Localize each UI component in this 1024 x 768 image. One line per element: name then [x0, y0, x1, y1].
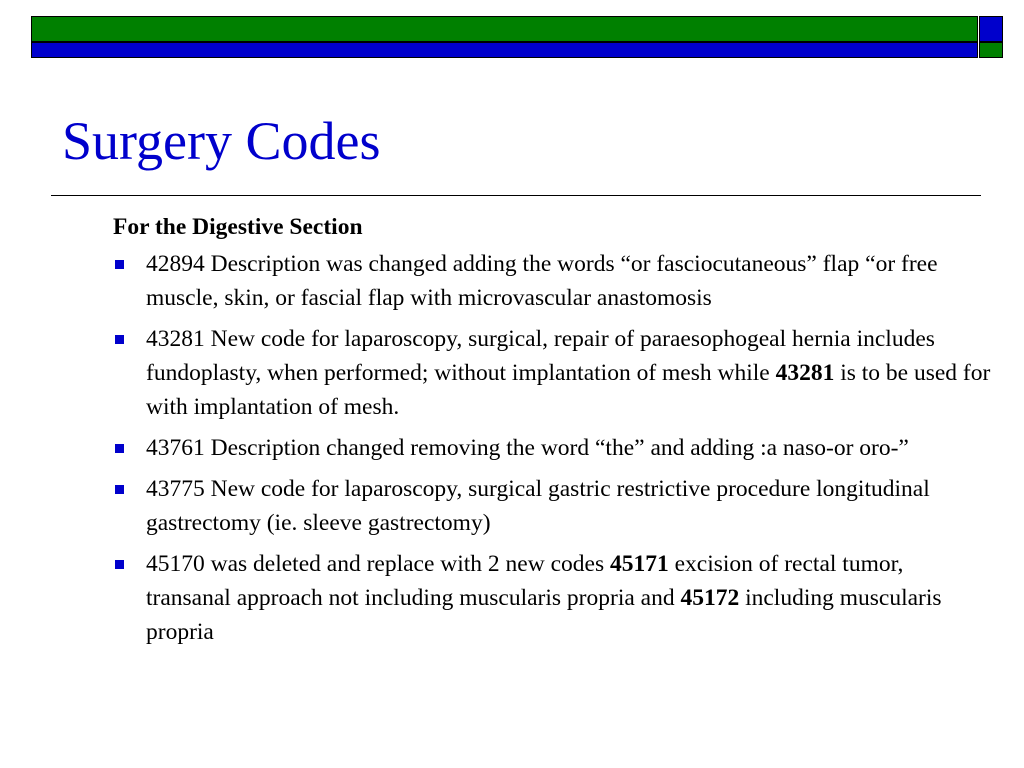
square-bullet-icon: [115, 560, 124, 569]
header-corner-green-square: [979, 42, 1003, 58]
page-title: Surgery Codes: [62, 111, 381, 171]
slide-body: [113, 210, 993, 656]
square-bullet-icon: [115, 335, 124, 344]
square-bullet-icon: [115, 444, 124, 453]
header-blue-bar: [31, 42, 978, 58]
header-corner-blue-square: [979, 16, 1003, 42]
title-divider: [51, 195, 981, 196]
list-item: [113, 547, 993, 649]
bold-code: 45172: [680, 585, 740, 611]
bold-code: 43281: [775, 360, 835, 386]
list-item: [113, 431, 993, 465]
bullet-list: [113, 247, 993, 649]
square-bullet-icon: [115, 260, 124, 269]
bullet-text: 43775 New code for laparoscopy, surgical gastric restrictive procedure longitudinal gastrectomy (ie. sleeve gastrectomy): [146, 476, 930, 536]
square-bullet-icon: [115, 485, 124, 494]
bullet-text: 42894 Description was changed adding the words “or fasciocutaneous” flap “or free muscle, skin, or fascial flap with microvascular anastomosis: [146, 251, 938, 311]
list-item: [113, 247, 993, 315]
bullet-text: 43761 Description changed removing the word “the” and adding :a naso-or oro-”: [146, 435, 909, 461]
bullet-text-part: including muscularis propria: [146, 585, 942, 645]
bullet-text-part: excision of rectal tumor, transanal approach not including muscularis propria and: [146, 551, 904, 611]
header-green-bar: [31, 16, 978, 42]
list-item: [113, 472, 993, 540]
list-item: [113, 322, 993, 424]
bold-code: 45171: [609, 551, 669, 577]
bullet-text-part: 45170 was deleted and replace with 2 new codes: [146, 551, 610, 577]
bullet-text-part: is to be used for with implantation of mesh.: [146, 360, 991, 420]
header-decoration: [31, 16, 978, 58]
bullet-text-part: 43281 New code for laparoscopy, surgical, repair of paraesophogeal hernia includes fundoplasty, when performed; without implantation of mesh while: [146, 326, 935, 386]
section-heading: For the Digestive Section: [113, 214, 363, 240]
